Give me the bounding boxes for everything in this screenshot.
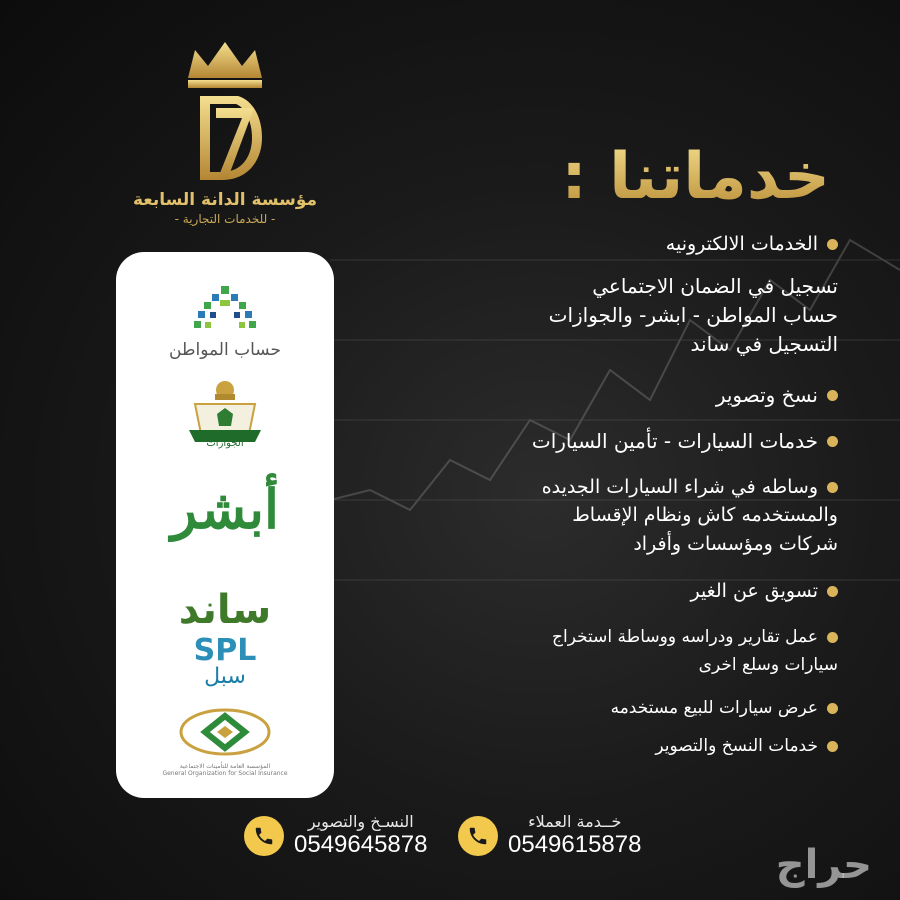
gold-bullet-icon: [827, 586, 838, 597]
customer-service-contact[interactable]: [458, 812, 641, 859]
gosi-english-name: General Organization for Social Insurance: [162, 769, 288, 777]
gold-bullet-icon: [827, 703, 838, 714]
absher-logo: [116, 477, 334, 541]
spl-wordmark: SPL: [193, 633, 257, 668]
gold-bullet-icon: [827, 239, 838, 250]
service-item: خدمات النسخ والتصوير: [368, 732, 838, 760]
copy-print-contact[interactable]: [244, 812, 427, 859]
gold-bullet-icon: [827, 436, 838, 447]
service-item: نسخ وتصوير: [368, 381, 838, 409]
service-item: حساب المواطن - ابشر- والجوازات: [548, 303, 838, 327]
phone-icon: [458, 816, 498, 856]
gosi-logo: [116, 704, 334, 777]
spl-arabic-wordmark: سبل: [204, 664, 246, 689]
gold-bullet-icon: [827, 390, 838, 401]
copy-print-number[interactable]: 0549645878: [294, 831, 428, 858]
jawazat-label: الجوازات: [206, 438, 244, 449]
customer-service-label: خــدمة العملاء: [528, 812, 622, 831]
absher-wordmark: أبشر: [171, 477, 279, 541]
brand-subtitle: - للخدمات التجارية -: [174, 212, 276, 226]
sanad-wordmark: ساند: [178, 587, 272, 633]
gold-bullet-icon: [827, 482, 838, 493]
service-item: وساطه في شراء السيارات الجديده: [368, 473, 838, 501]
services-list: [368, 230, 838, 774]
sanad-logo: [116, 587, 334, 633]
service-item: الخدمات الالكترونيه: [368, 230, 838, 258]
service-item: سيارات وسلع اخرى: [698, 655, 838, 675]
brand-logo: [120, 38, 330, 226]
gosi-arabic-name: المؤسسة العامة للتأمينات الاجتماعية: [179, 763, 271, 770]
customer-service-number[interactable]: 0549615878: [508, 831, 642, 858]
spl-logo: [116, 633, 334, 689]
citizen-account-icon: [190, 284, 260, 336]
service-item: عرض سيارات للبيع مستخدمه: [368, 694, 838, 722]
service-item: التسجيل في ساند: [690, 332, 838, 356]
service-item: والمستخدمه كاش ونظام الإقساط: [572, 504, 838, 526]
copy-print-label: النسـخ والتصوير: [307, 812, 414, 831]
brand-name: مؤسسة الدانة السابعة: [132, 190, 318, 210]
haraj-watermark: حراج: [775, 842, 872, 888]
phone-icon: [244, 816, 284, 856]
service-item: تسجيل في الضمان الاجتماعي: [592, 274, 838, 298]
gold-bullet-icon: [827, 741, 838, 752]
gosi-emblem-icon: [179, 704, 271, 760]
partner-logos-card: [116, 252, 334, 798]
gold-bullet-icon: [827, 632, 838, 643]
service-item: شركات ومؤسسات وأفراد: [633, 533, 838, 555]
jawazat-logo: [116, 378, 334, 449]
citizen-account-label: حساب المواطن: [169, 340, 281, 360]
service-item: تسويق عن الغير: [368, 577, 838, 605]
crown-d7-logo-icon: [180, 38, 270, 188]
citizen-account-logo: [116, 284, 334, 360]
service-item: عمل تقارير ودراسه ووساطة استخراج: [368, 623, 838, 651]
services-title: خدماتنا :: [561, 140, 830, 214]
service-item: خدمات السيارات - تأمين السيارات: [368, 427, 838, 455]
